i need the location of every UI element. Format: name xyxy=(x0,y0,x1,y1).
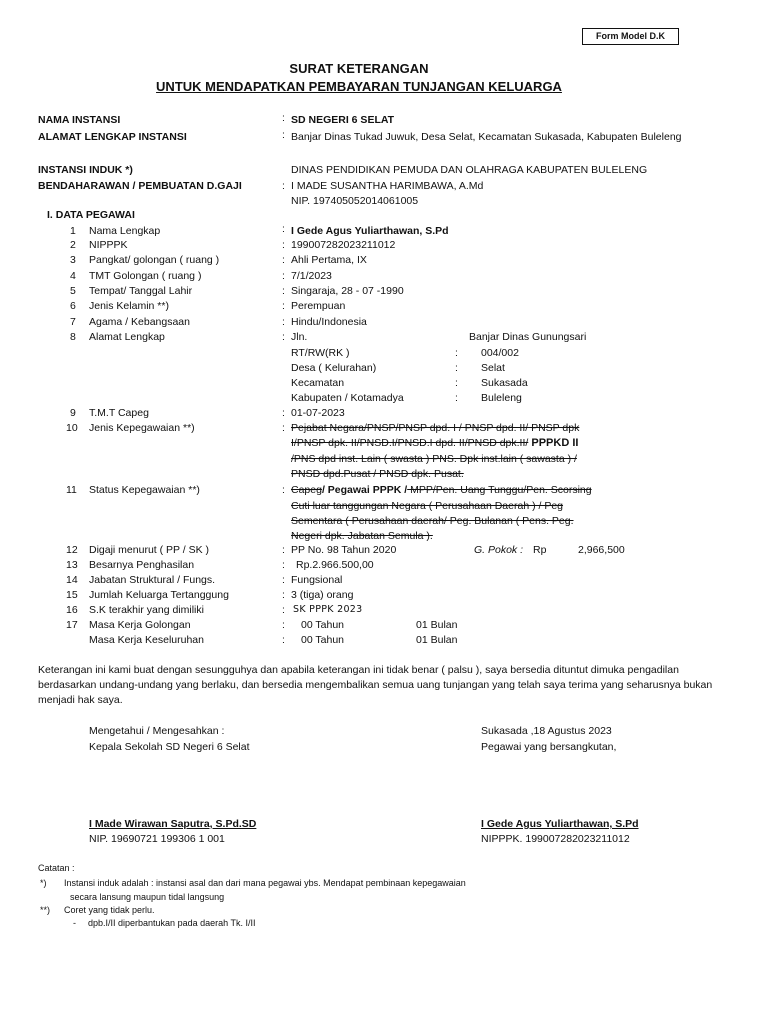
jenis-kepegawaian-selected: PPPKD II xyxy=(528,437,579,449)
masa-kerja-keseluruhan-tahun: 00 Tahun xyxy=(301,634,345,646)
colon: : xyxy=(282,254,285,266)
kepala-sekolah-label: Kepala Sekolah SD Negeri 6 Selat xyxy=(89,741,250,753)
note-1: Instansi induk adalah : instansi asal dan dari mana pegawai ybs. Mendapat pembinaan kepegawaian xyxy=(64,878,466,888)
colon: : xyxy=(282,484,285,496)
status-kepegawaian-line3: Sementara ( Perusahaan daerah/ Peg. Bulanan ( Pens. Peg. xyxy=(291,515,574,527)
bendahara-label: BENDAHARAWAN / PEMBUATAN D.GAJI xyxy=(38,180,242,192)
kabupaten-label: Kabupaten / Kotamadya xyxy=(291,392,404,404)
jenis-kepegawaian-line4: PNSD dpd.Pusat / PNSD dpk. Pusat. xyxy=(291,468,464,480)
jenis-kepegawaian-line1: Pejabat Negara/PNSP/PNSP dpd. I / PNSP dpd. II/ PNSP dpk xyxy=(291,422,580,434)
note-marker: **) xyxy=(40,905,51,915)
colon: : xyxy=(455,362,458,374)
note-2: Coret yang tidak perlu. xyxy=(64,905,155,915)
statement-paragraph: Keterangan ini kami buat dengan sesungguhya dan apabila keterangan ini tidak benar ( palsu ), saya bersedia dituntut dimuka pengadilan berdasarkan undang-undang yang berlaku, dan bersedia mengembalikan semua uang tunjangan yang telah saya terima yang seharusnya bukan menjadi hak saya. xyxy=(38,664,713,706)
item-number: 11 xyxy=(66,484,77,496)
colon: : xyxy=(282,129,285,141)
status-kepegawaian-line1 xyxy=(291,483,592,498)
item-number: 1 xyxy=(70,225,76,237)
place-date: Sukasada ,18 Agustus 2023 xyxy=(481,725,612,737)
gaji-pokok-label: G. Pokok : xyxy=(474,544,524,556)
kecamatan-label: Kecamatan xyxy=(291,377,345,389)
keluarga-value: 3 (tiga) orang xyxy=(291,589,354,601)
agama-value: Hindu/Indonesia xyxy=(291,316,367,328)
note-marker: - xyxy=(73,918,76,928)
kabupaten-value: Buleleng xyxy=(481,392,522,404)
note-1-cont: secara lansung maupun tidal langsung xyxy=(70,892,225,902)
instansi-induk-value: DINAS PENDIDIKAN PEMUDA DAN OLAHRAGA KABUPATEN BULELENG xyxy=(291,164,648,176)
alamat-instansi-value: Banjar Dinas Tukad Juwuk, Desa Selat, Kecamatan Sukasada, Kabupaten Buleleng xyxy=(291,131,682,143)
gaji-pokok-value: 2,966,500 xyxy=(578,544,625,556)
nippk-value: 199007282023211012 xyxy=(291,239,396,251)
agama-label: Agama / Kebangsaan xyxy=(89,316,190,328)
sk-terakhir-label: S.K terakhir yang dimiliki xyxy=(89,604,204,616)
nama-instansi-label: NAMA INSTANSI xyxy=(38,114,121,126)
desa-label: Desa ( Kelurahan) xyxy=(291,362,377,374)
colon: : xyxy=(282,316,285,328)
kepala-sekolah-name: I Made Wirawan Saputra, S.Pd.SD xyxy=(89,818,257,830)
pegawai-name: I Gede Agus Yuliarthawan, S.Pd xyxy=(481,818,639,830)
ttl-value: Singaraja, 28 - 07 -1990 xyxy=(291,285,404,297)
item-number: 13 xyxy=(66,559,78,571)
item-number: 2 xyxy=(70,239,76,251)
colon: : xyxy=(282,239,285,251)
jln-value: Banjar Dinas Gunungsari xyxy=(469,331,587,343)
bendahara-nip: NIP. 197405052014061005 xyxy=(291,195,419,207)
colon: : xyxy=(282,112,285,124)
status-kepegawaian-line4: Negeri dpk. Jabatan Semula ). xyxy=(291,530,433,542)
tmt-capeg-value: 01-07-2023 xyxy=(291,407,345,419)
sk-terakhir-value: SK PPPK 2023 xyxy=(293,604,363,615)
colon: : xyxy=(455,347,458,359)
colon: : xyxy=(282,574,285,586)
colon: : xyxy=(282,634,285,646)
colon: : xyxy=(282,300,285,312)
colon: : xyxy=(455,377,458,389)
item-number: 17 xyxy=(66,619,78,631)
colon: : xyxy=(282,180,285,192)
colon: : xyxy=(282,407,285,419)
alamat-instansi-label: ALAMAT LENGKAP INSTANSI xyxy=(38,131,187,143)
jenis-kepegawaian-label: Jenis Kepegawaian **) xyxy=(89,422,195,434)
section-title: I. DATA PEGAWAI xyxy=(47,209,135,221)
notes-title: Catatan : xyxy=(38,863,75,873)
jabatan-value: Fungsional xyxy=(291,574,343,586)
tmt-golongan-label: TMT Golongan ( ruang ) xyxy=(89,270,202,282)
document-title: SURAT KETERANGAN xyxy=(289,61,429,76)
jenis-kepegawaian-line2 xyxy=(291,436,578,451)
item-number: 9 xyxy=(70,407,76,419)
status-kepegawaian-line2: Cuti luar tanggungan Negara ( Perusahaan Daerah ) / Peg xyxy=(291,500,564,512)
tmt-capeg-label: T.M.T Capeg xyxy=(89,407,149,419)
bendahara-value: I MADE SUSANTHA HARIMBAWA, A.Md xyxy=(291,180,484,192)
jabatan-label: Jabatan Struktural / Fungs. xyxy=(89,574,216,586)
item-number: 3 xyxy=(70,254,76,266)
status-strike-a: Capeg xyxy=(291,484,322,496)
pangkat-value: Ahli Pertama, IX xyxy=(291,254,367,266)
item-number: 14 xyxy=(66,574,78,586)
item-number: 12 xyxy=(66,544,78,556)
item-number: 7 xyxy=(70,316,76,328)
instansi-induk-label: INSTANSI INDUK *) xyxy=(38,164,133,176)
colon: : xyxy=(282,285,285,297)
jln-label: Jln. xyxy=(291,331,308,343)
masa-kerja-golongan-label: Masa Kerja Golongan xyxy=(89,619,191,631)
status-selected: / Pegawai PPPK / xyxy=(321,484,408,496)
form-model-label: Form Model D.K xyxy=(582,28,679,45)
nippk-label: NIPPPK xyxy=(89,239,128,251)
ttl-label: Tempat/ Tanggal Lahir xyxy=(89,285,193,297)
nama-instansi-value: SD NEGERI 6 SELAT xyxy=(291,114,395,126)
penghasilan-value: Rp.2.966.500,00 xyxy=(296,559,374,571)
nama-lengkap-label: Nama Lengkap xyxy=(89,225,161,237)
item-number: 16 xyxy=(66,604,78,616)
status-strike-b: MPP/Pen. Uang Tunggu/Pen. Scorsing xyxy=(407,484,592,496)
keluarga-label: Jumlah Keluarga Tertanggung xyxy=(89,589,229,601)
alamat-lengkap-label: Alamat Lengkap xyxy=(89,331,165,343)
jenis-kepegawaian-line3: /PNS dpd inst. Lain ( swasta ) PNS. Dpk inst.lain ( sawasta ) / xyxy=(291,453,577,465)
nama-lengkap-value: I Gede Agus Yuliarthawan, S.Pd xyxy=(291,225,449,237)
gaji-pokok-currency: Rp xyxy=(533,544,547,556)
kecamatan-value: Sukasada xyxy=(481,377,528,389)
masa-kerja-golongan-bulan: 01 Bulan xyxy=(416,619,458,631)
tmt-golongan-value: 7/1/2023 xyxy=(291,270,332,282)
colon: : xyxy=(455,392,458,404)
mengetahui-label: Mengetahui / Mengesahkan : xyxy=(89,725,225,737)
item-number: 5 xyxy=(70,285,76,297)
digaji-value: PP No. 98 Tahun 2020 xyxy=(291,544,397,556)
penghasilan-label: Besarnya Penghasilan xyxy=(89,559,195,571)
colon: : xyxy=(282,619,285,631)
desa-value: Selat xyxy=(481,362,505,374)
jenis-kepegawaian-line2-strike: I/PNSP dpk. II/PNSD.I/PNSD.I dpd. II/PNSD dpk.II/ xyxy=(291,437,529,449)
colon: : xyxy=(282,331,285,343)
pegawai-nip: NIPPPK. 199007282023211012 xyxy=(481,833,630,845)
colon: : xyxy=(282,544,285,556)
kepala-sekolah-nip: NIP. 19690721 199306 1 001 xyxy=(89,833,225,845)
item-number: 8 xyxy=(70,331,76,343)
jenis-kelamin-value: Perempuan xyxy=(291,300,346,312)
note-3: dpb.I/II diperbantukan pada daerah Tk. I/II xyxy=(88,918,256,928)
rt-label: RT/RW(RK ) xyxy=(291,347,350,359)
colon: : xyxy=(282,270,285,282)
pangkat-label: Pangkat/ golongan ( ruang ) xyxy=(89,254,220,266)
colon: : xyxy=(282,589,285,601)
masa-kerja-golongan-tahun: 00 Tahun xyxy=(301,619,345,631)
item-number: 4 xyxy=(70,270,76,282)
pegawai-label: Pegawai yang bersangkutan, xyxy=(481,741,617,753)
colon: : xyxy=(282,422,285,434)
masa-kerja-keseluruhan-label: Masa Kerja Keseluruhan xyxy=(89,634,204,646)
item-number: 10 xyxy=(66,422,78,434)
status-kepegawaian-label: Status Kepegawaian **) xyxy=(89,484,200,496)
colon: : xyxy=(282,604,285,616)
rt-value: 004/002 xyxy=(481,347,519,359)
note-marker: *) xyxy=(40,878,47,888)
colon: : xyxy=(282,559,285,571)
item-number: 15 xyxy=(66,589,78,601)
item-number: 6 xyxy=(70,300,76,312)
document-subtitle: UNTUK MENDAPATKAN PEMBAYARAN TUNJANGAN KELUARGA xyxy=(156,79,562,94)
digaji-label: Digaji menurut ( PP / SK ) xyxy=(89,544,210,556)
masa-kerja-keseluruhan-bulan: 01 Bulan xyxy=(416,634,458,646)
colon: : xyxy=(282,223,285,235)
jenis-kelamin-label: Jenis Kelamin **) xyxy=(89,300,169,312)
